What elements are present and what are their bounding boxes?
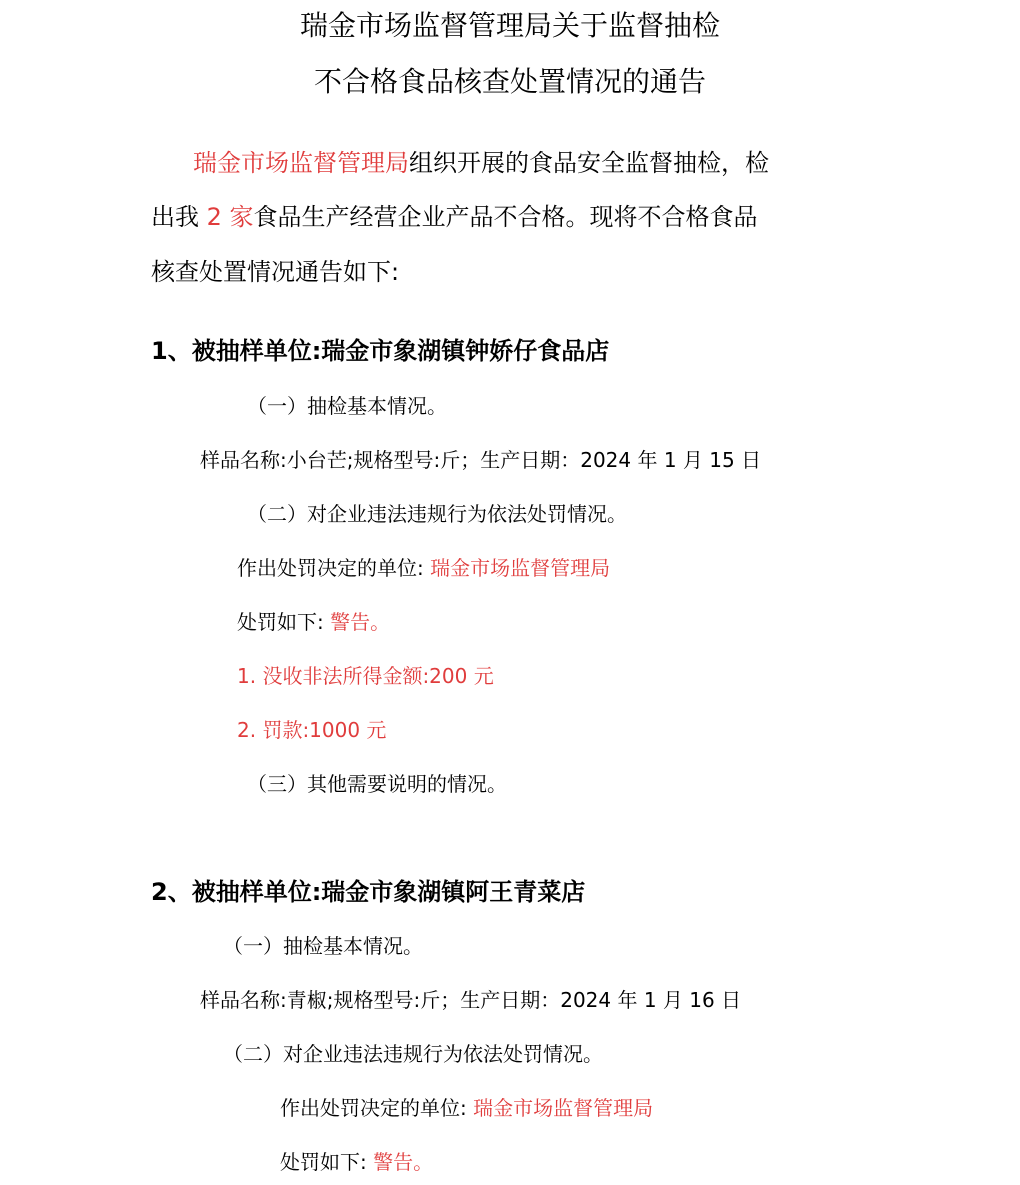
unit-1-other-label: （三）其他需要说明的情况。 xyxy=(247,772,507,796)
unit-1-penalty-prefix: 处罚如下: xyxy=(237,610,331,634)
unit-1-decision-prefix: 作出处罚决定的单位: xyxy=(237,556,431,580)
unit-1-penalty xyxy=(237,606,390,635)
unit-2-penalty-value: 警告。 xyxy=(373,1150,434,1174)
unit-2-basic-label: （一）抽检基本情况。 xyxy=(223,934,423,958)
unit-1-decision-unit: 瑞金市场监督管理局 xyxy=(430,556,611,580)
unit-2-decision xyxy=(280,1092,653,1121)
intro-line-2-prefix: 出我 xyxy=(151,203,207,231)
intro-line-3: 核查处置情况通告如下: xyxy=(151,258,400,286)
unit-2-penalty xyxy=(280,1146,433,1175)
document-title-line-1: 瑞金市场监督管理局关于监督抽检 xyxy=(299,9,720,42)
intro-agency: 瑞金市场监督管理局 xyxy=(193,149,409,177)
unit-2-decision-unit: 瑞金市场监督管理局 xyxy=(473,1096,654,1120)
unit-2-penalty-label: （二）对企业违法违规行为依法处罚情况。 xyxy=(223,1042,603,1066)
unit-1-item-2: 2. 罚款:1000 元 xyxy=(237,718,387,742)
unit-1-decision xyxy=(237,552,610,581)
unit-1-basic-label: （一）抽检基本情况。 xyxy=(247,394,447,418)
document-title-line-2: 不合格食品核查处置情况的通告 xyxy=(313,65,706,98)
intro-line-1-text: 组织开展的食品安全监督抽检，检 xyxy=(409,149,769,177)
unit-2-penalty-prefix: 处罚如下: xyxy=(280,1150,374,1174)
intro-line-1 xyxy=(193,143,769,178)
unit-1-penalty-value: 警告。 xyxy=(330,610,391,634)
intro-line-2 xyxy=(151,197,758,232)
unit-1-penalty-label: （二）对企业违法违规行为依法处罚情况。 xyxy=(247,502,627,526)
unit-1-item-1: 1. 没收非法所得金额:200 元 xyxy=(237,664,494,688)
unit-2-heading: 2、被抽样单位:瑞金市象湖镇阿王青菜店 xyxy=(151,878,586,906)
unit-1-sample-info: 样品名称:小台芒;规格型号:斤；生产日期：2024 年 1 月 15 日 xyxy=(200,448,762,472)
unit-2-decision-prefix: 作出处罚决定的单位: xyxy=(280,1096,474,1120)
intro-count: 2 家 xyxy=(206,203,254,231)
unit-2-sample-info: 样品名称:青椒;规格型号:斤；生产日期：2024 年 1 月 16 日 xyxy=(200,988,742,1012)
intro-line-2-text: 食品生产经营企业产品不合格。现将不合格食品 xyxy=(253,203,758,231)
unit-1-heading: 1、被抽样单位:瑞金市象湖镇钟娇仔食品店 xyxy=(151,337,610,365)
